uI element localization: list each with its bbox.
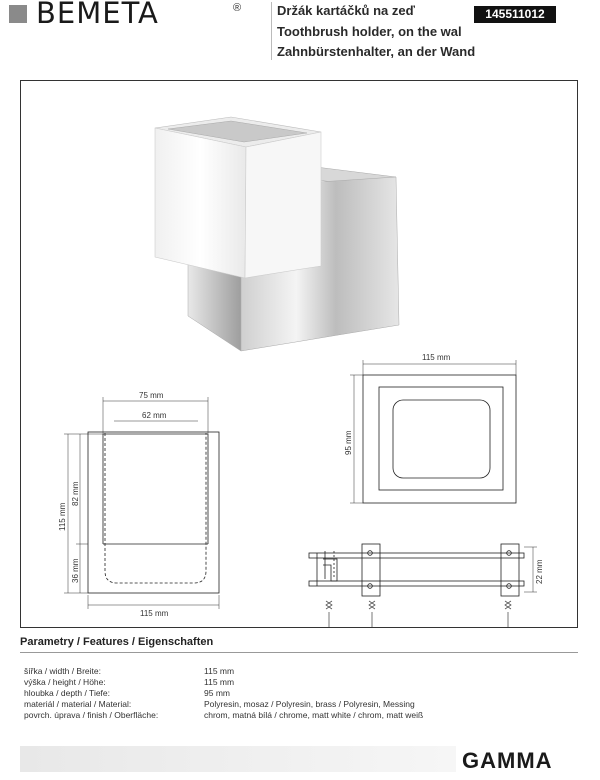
spec-value-material: Polyresin, mosaz / Polyresin, brass / Polyresin, Messing (204, 699, 415, 709)
brand-logo: BEMETA (36, 0, 159, 30)
plan-view (363, 375, 516, 503)
header-divider (271, 2, 272, 60)
logo-square (9, 5, 27, 23)
dim-plan-depth: 95 mm (344, 430, 353, 455)
features-divider (20, 652, 578, 653)
spec-label-depth: hloubka / depth / Tiefe: (24, 688, 111, 698)
spec-value-width: 115 mm (204, 666, 235, 676)
dim-side-height: 22 mm (535, 559, 544, 584)
dim-plan-width: 115 mm (422, 353, 451, 362)
drawing-frame (20, 80, 578, 628)
dim-width-inner: 62 mm (142, 411, 167, 420)
title-czech: Držák kartáčků na zeď (277, 3, 415, 18)
dim-height-base: 36 mm (71, 558, 80, 583)
spec-value-height: 115 mm (204, 677, 235, 687)
title-english: Toothbrush holder, on the wal (277, 24, 462, 39)
product-code: 145511012 (474, 6, 556, 23)
screw-icon (326, 601, 511, 627)
dim-height-total: 115 mm (58, 502, 67, 531)
dim-height-cup: 82 mm (71, 481, 80, 506)
spec-value-depth: 95 mm (204, 688, 230, 698)
front-elevation (88, 432, 219, 593)
spec-label-height: výška / height / Höhe: (24, 677, 106, 687)
dim-width-base: 115 mm (140, 609, 169, 618)
features-heading: Parametry / Features / Eigenschaften (20, 636, 214, 648)
technical-drawing (21, 81, 577, 627)
side-view (309, 544, 524, 596)
title-german: Zahnbürstenhalter, an der Wand (277, 44, 476, 59)
product-render (155, 117, 399, 351)
spec-label-material: materiál / material / Material: (24, 699, 132, 709)
spec-value-finish: chrom, matná bílá / chrome, matt white / chrom, matt weiß (204, 710, 424, 720)
registered-mark: ® (233, 2, 242, 14)
front-dimensions (64, 397, 219, 609)
plan-dimensions (350, 360, 516, 503)
spec-label-finish: povrch. úprava / finish / Oberfläche: (24, 710, 159, 720)
collection-name: GAMMA (462, 748, 553, 773)
dim-width-outer: 75 mm (139, 391, 164, 400)
spec-label-width: šířka / width / Breite: (24, 666, 101, 676)
footer-bar (20, 746, 456, 772)
